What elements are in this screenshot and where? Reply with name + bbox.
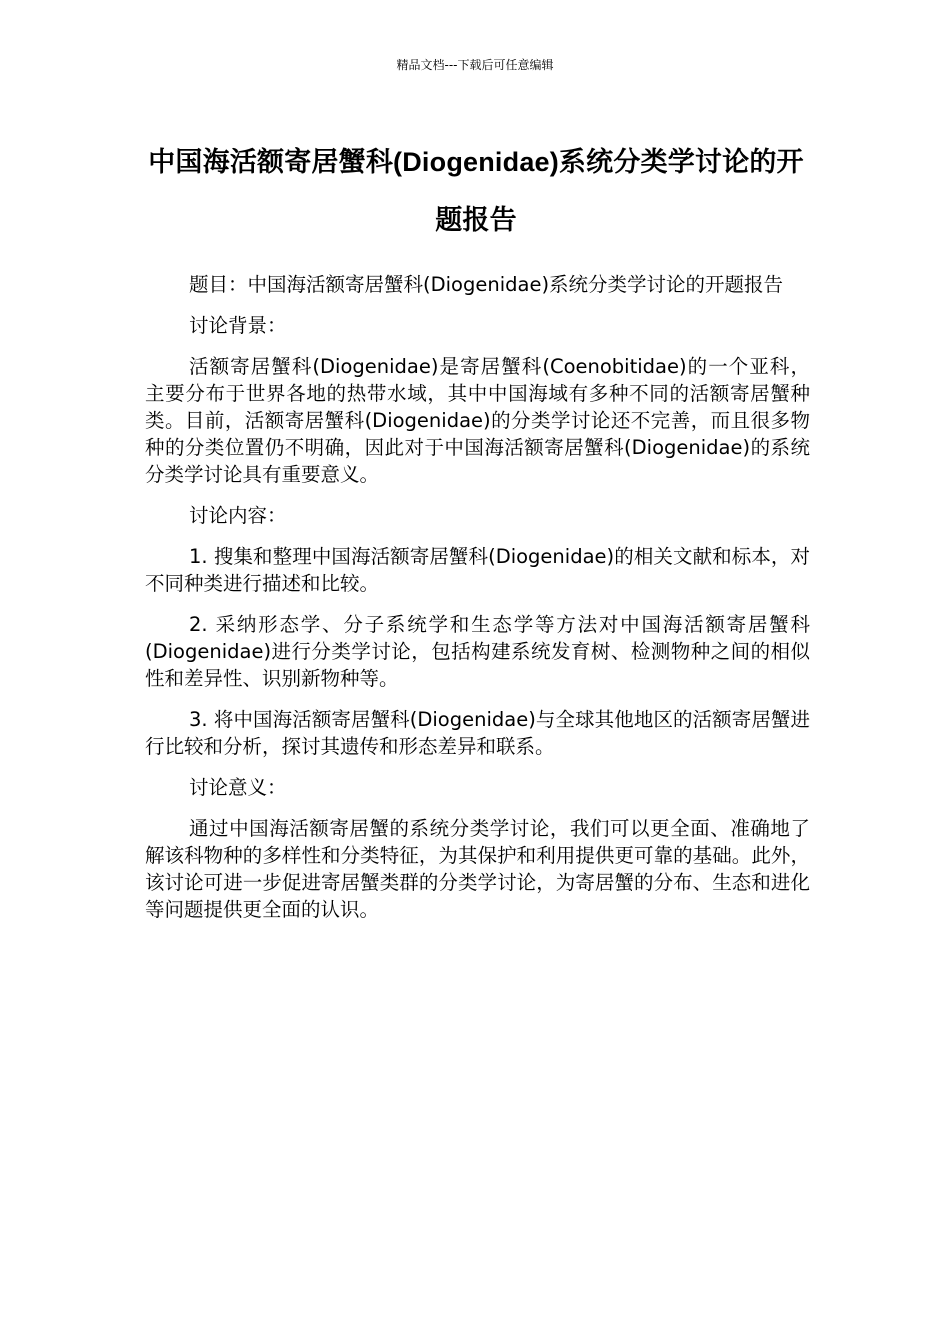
heading-significance: 讨论意义：: [189, 776, 287, 799]
paragraph-significance: 通过中国海活额寄居蟹的系统分类学讨论，我们可以更全面、准确地了解该科物种的多样性和分类特征，为其保护和利用提供更可靠的基础。此外，该讨论可进一步促进寄居蟹类群的分类学讨论，为寄居蟹的分布、生态和进化等问题提供更全面的认识。: [145, 817, 810, 921]
content-item-2: 2. 采纳形态学、分子系统学和生态学等方法对中国海活额寄居蟹科(Diogenidae)进行分类学讨论，包括构建系统发育树、检测物种之间的相似性和差异性、识别新物种等。: [145, 613, 810, 690]
header-note: 精品文档---下载后可任意编辑: [396, 58, 554, 72]
document-title: 中国海活额寄居蟹科(Diogenidae)系统分类学讨论的开题报告: [148, 147, 804, 235]
paragraph-background: 活额寄居蟹科(Diogenidae)是寄居蟹科(Coenobitidae)的一个亚科，主要分布于世界各地的热带水域，其中中国海域有多种不同的活额寄居蟹种类。目前，活额寄居蟹科(Diogenidae)的分类学讨论还不完善，而且很多物种的分类位置仍不明确，因此对于中国海活额寄居蟹科(Diogenidae)的系统分类学讨论具有重要意义。: [145, 355, 810, 486]
paragraph-topic: 题目：中国海活额寄居蟹科(Diogenidae)系统分类学讨论的开题报告: [189, 273, 784, 296]
content-item-3: 3. 将中国海活额寄居蟹科(Diogenidae)与全球其他地区的活额寄居蟹进行比较和分析，探讨其遗传和形态差异和联系。: [145, 708, 810, 758]
document-body: [145, 271, 810, 937]
heading-background: 讨论背景：: [189, 314, 287, 337]
content-item-1: 1. 搜集和整理中国海活额寄居蟹科(Diogenidae)的相关文献和标本，对不同种类进行描述和比较。: [145, 545, 810, 595]
heading-content: 讨论内容：: [189, 504, 287, 527]
